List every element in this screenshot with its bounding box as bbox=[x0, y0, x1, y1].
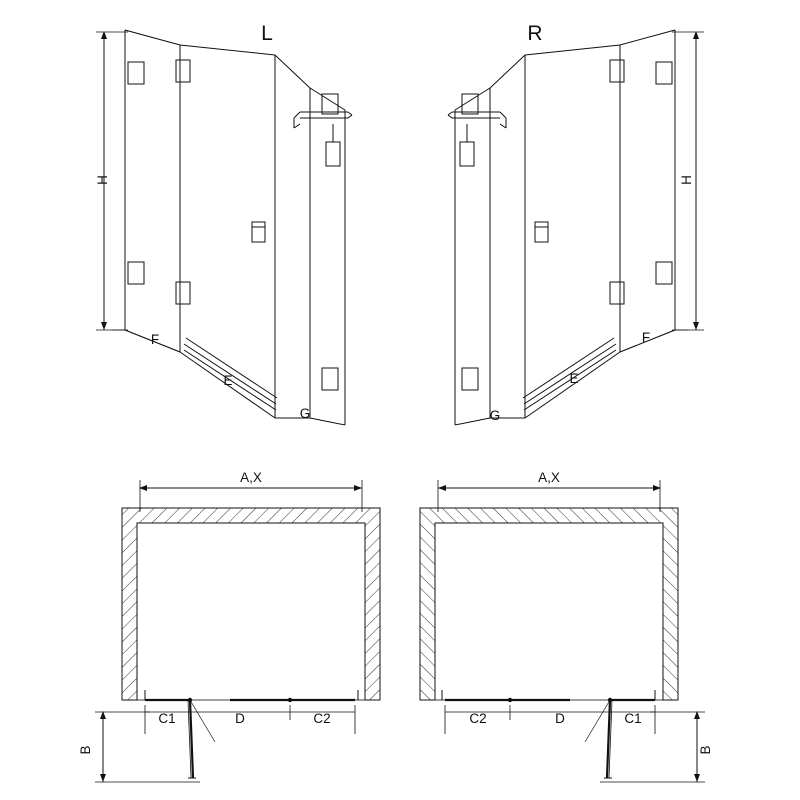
plan-right-segment-label-c1: C1 bbox=[624, 711, 642, 726]
elevation-right-panel-label-g: G bbox=[489, 408, 501, 423]
elevation-left-view bbox=[96, 30, 352, 425]
plan-right-view bbox=[420, 480, 705, 782]
plan-right-segment-label-c2: C2 bbox=[469, 711, 487, 726]
elevation-left-panel-label-g: G bbox=[299, 406, 311, 421]
elevation-right-panel-label-f: F bbox=[641, 330, 651, 345]
elevation-left-hand-label: L bbox=[261, 22, 273, 45]
elevation-right-view bbox=[448, 30, 704, 425]
plan-left-width-label: A,X bbox=[240, 470, 262, 485]
plan-right-segment-label-d: D bbox=[555, 711, 565, 726]
plan-left-depth-label: B bbox=[78, 745, 93, 755]
elevation-left-panel-label-f: F bbox=[150, 332, 160, 347]
plan-left-segment-label-d: D bbox=[235, 711, 245, 726]
elevation-right-panel-label-e: E bbox=[569, 371, 579, 386]
elevation-left-panel-label-e: E bbox=[223, 373, 233, 388]
elevation-right-height-label: H bbox=[679, 175, 694, 185]
plan-left-segment-label-c1: C1 bbox=[158, 711, 176, 726]
elevation-left-height-label: H bbox=[95, 175, 110, 185]
plan-left-segment-label-c2: C2 bbox=[313, 711, 331, 726]
elevation-right-hand-label: R bbox=[527, 22, 543, 45]
plan-left-view bbox=[95, 480, 380, 782]
plan-right-width-label: A,X bbox=[538, 470, 560, 485]
plan-right-depth-label: B bbox=[698, 745, 713, 755]
